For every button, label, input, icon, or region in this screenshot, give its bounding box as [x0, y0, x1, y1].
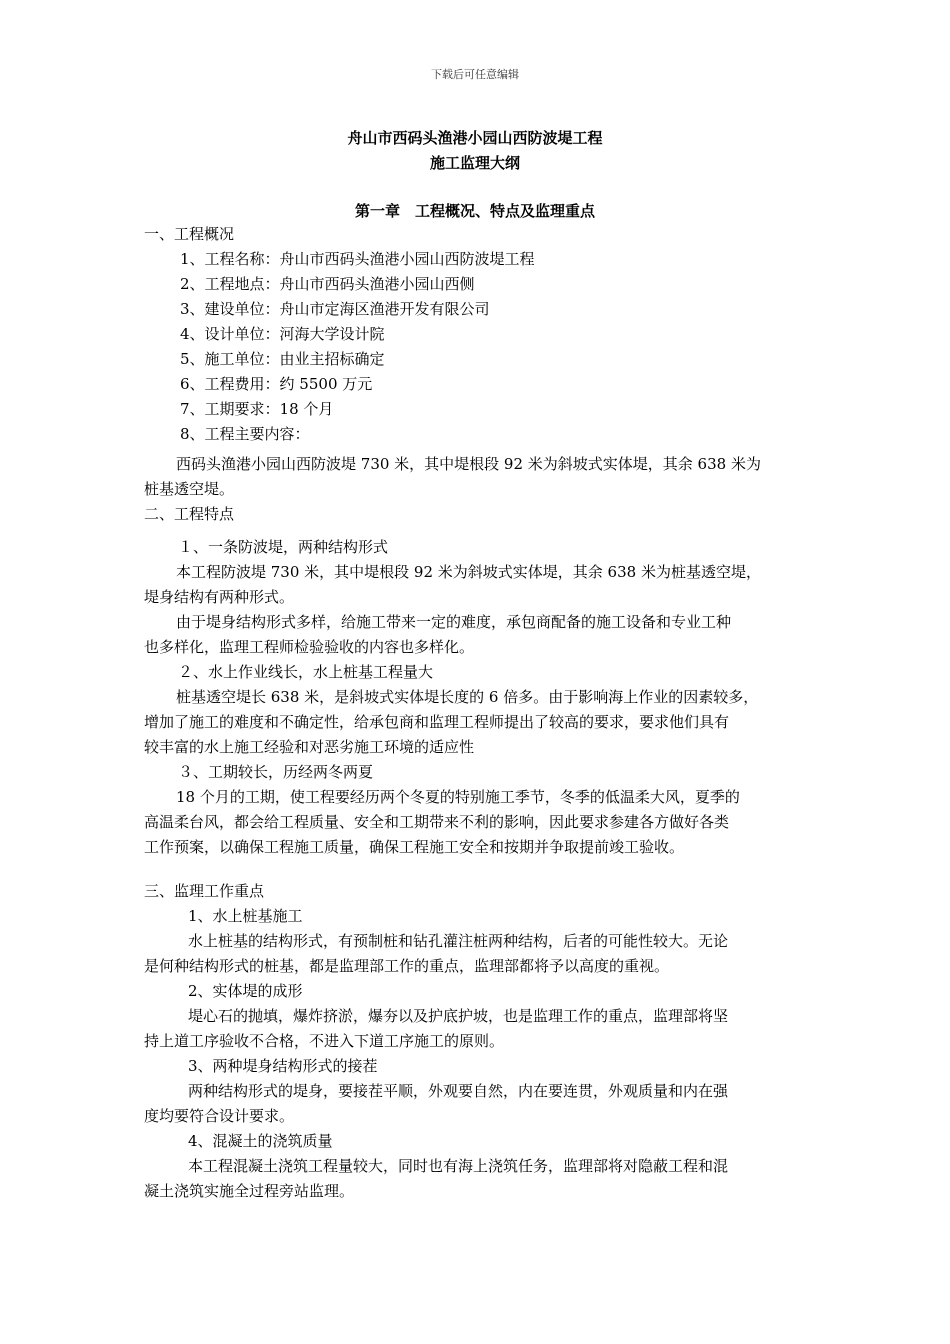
paragraph-line: 西码头渔港小园山西防波堤 730 米，其中堤根段 92 米为斜坡式实体堤，其余 638 米为	[176, 455, 761, 473]
paragraph-line: 堤心石的抛填，爆炸挤淤，爆夯以及护底护坡，也是监理工作的重点，监理部将坚	[188, 1007, 729, 1025]
paragraph-line: 桩基透空堤。	[144, 480, 235, 498]
subheading: ２、水上作业线长，水上桩基工程量大	[178, 663, 434, 681]
paragraph-line: 堤身结构有两种形式。	[144, 588, 295, 606]
paragraph-line: 持上道工序验收不合格，不进入下道工序施工的原则。	[144, 1032, 505, 1050]
paragraph-line: 凝土浇筑实施全过程旁站监理。	[144, 1182, 355, 1200]
subheading: ３、工期较长，历经两冬两夏	[178, 763, 374, 781]
subheading: 3、两种堤身结构形式的接茬	[188, 1057, 378, 1075]
subheading: 1、水上桩基施工	[188, 907, 303, 925]
document-subtitle: 施工监理大纲	[429, 154, 520, 172]
subheading: 4、混凝土的浇筑质量	[188, 1132, 333, 1150]
paragraph-line: 也多样化，监理工程师检验验收的内容也多样化。	[144, 638, 475, 656]
section-heading-key-points: 三、监理工作重点	[144, 882, 265, 900]
paragraph-line: 本工程混凝土浇筑工程量较大，同时也有海上浇筑任务，监理部将对隐蔽工程和混	[188, 1157, 729, 1175]
paragraph-line: 高温柔台风，都会给工程质量、安全和工期带来不利的影响，因此要求参建各方做好各类	[144, 813, 730, 831]
list-item: 7、工期要求：18 个月	[180, 400, 334, 418]
section-heading-overview: 一、工程概况	[144, 225, 235, 243]
page-header: 下载后可任意编辑	[431, 68, 519, 81]
list-item: 3、建设单位：舟山市定海区渔港开发有限公司	[180, 300, 490, 318]
list-item: 4、设计单位：河海大学设计院	[180, 325, 385, 343]
paragraph-line: 由于堤身结构形式多样，给施工带来一定的难度，承包商配备的施工设备和专业工种	[176, 613, 732, 631]
list-item: 8、工程主要内容：	[180, 425, 310, 443]
list-item: 5、施工单位：由业主招标确定	[180, 350, 385, 368]
paragraph-line: 度均要符合设计要求。	[144, 1107, 295, 1125]
paragraph-line: 18 个月的工期，使工程要经历两个冬夏的特别施工季节，冬季的低温柔大风，夏季的	[176, 788, 740, 806]
paragraph-line: 较丰富的水上施工经验和对恶劣施工环境的适应性	[144, 738, 475, 756]
subheading: １、一条防波堤，两种结构形式	[178, 538, 389, 556]
list-item: 6、工程费用：约 5500 万元	[180, 375, 373, 393]
paragraph-line: 增加了施工的难度和不确定性，给承包商和监理工程师提出了较高的要求，要求他们具有	[144, 713, 730, 731]
paragraph-line: 工作预案，以确保工程施工质量，确保工程施工安全和按期并争取提前竣工验收。	[144, 838, 685, 856]
section-heading-features: 二、工程特点	[144, 505, 235, 523]
paragraph-line: 桩基透空堤长 638 米，是斜坡式实体堤长度的 6 倍多。由于影响海上作业的因素较多，	[176, 688, 759, 706]
list-item: 2、工程地点：舟山市西码头渔港小园山西侧	[180, 275, 475, 293]
document-title: 舟山市西码头渔港小园山西防波堤工程	[347, 129, 603, 147]
paragraph-line: 水上桩基的结构形式，有预制桩和钻孔灌注桩两种结构，后者的可能性较大。无论	[188, 932, 729, 950]
chapter-heading: 第一章 工程概况、特点及监理重点	[354, 202, 595, 220]
paragraph-line: 是何种结构形式的桩基，都是监理部工作的重点，监理部都将予以高度的重视。	[144, 957, 670, 975]
paragraph-line: 两种结构形式的堤身，要接茬平顺，外观要自然，内在要连贯，外观质量和内在强	[188, 1082, 729, 1100]
paragraph-line: 本工程防波堤 730 米，其中堤根段 92 米为斜坡式实体堤，其余 638 米为桩基透空堤，	[176, 563, 761, 581]
subheading: 2、实体堤的成形	[188, 982, 303, 1000]
list-item: 1、工程名称：舟山市西码头渔港小园山西防波堤工程	[180, 250, 535, 268]
